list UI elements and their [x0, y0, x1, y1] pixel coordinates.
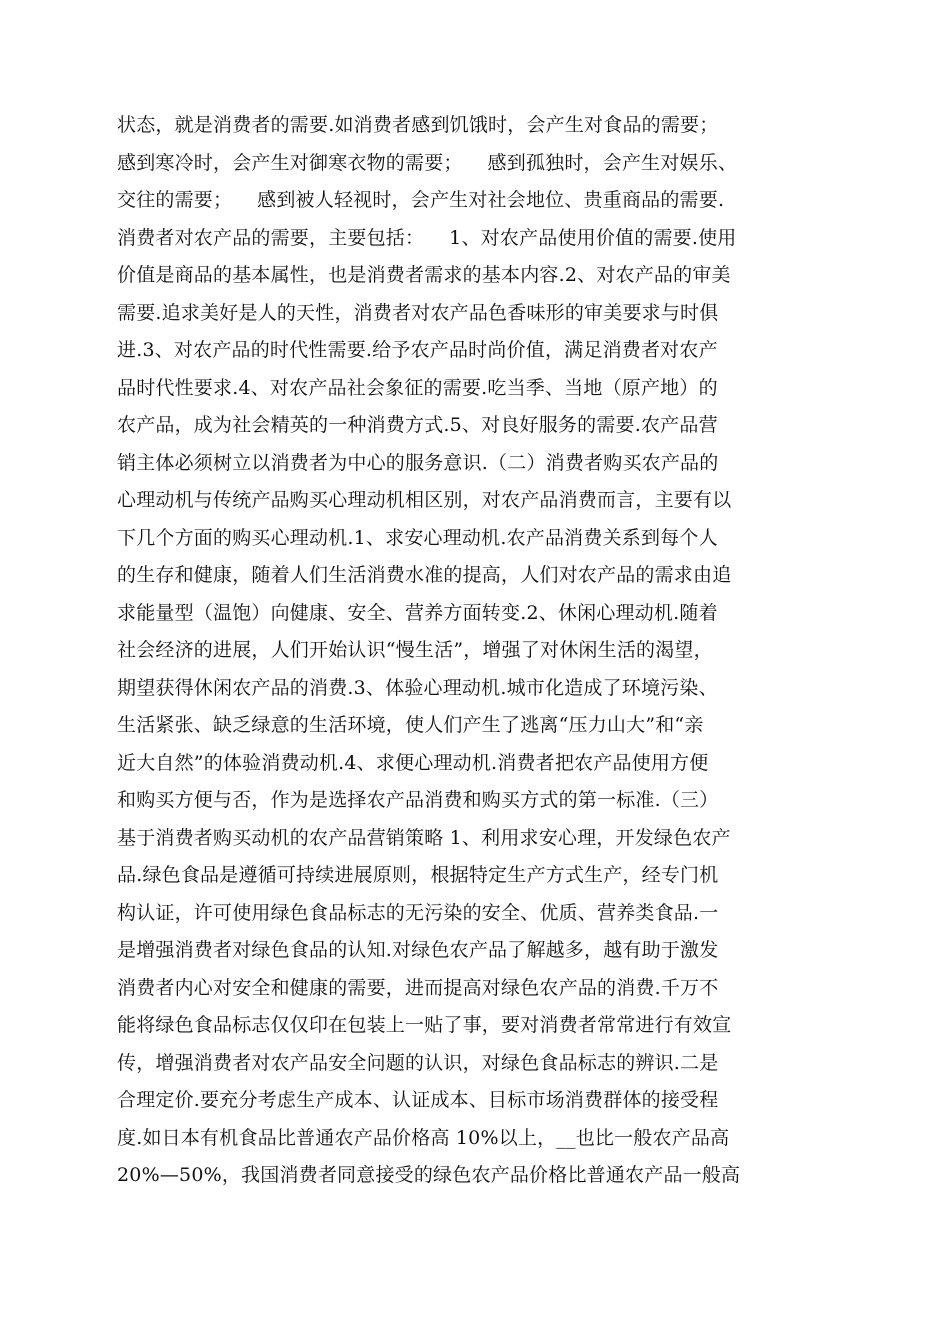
- text-line: 进.3、对农产品的时代性需要.给予农产品时尚价值，满足消费者对农产: [117, 339, 718, 361]
- text-line: 生活紧张、缺乏绿意的生活环境，使人们产生了逃离“压力山大”和“亲: [117, 714, 704, 736]
- text-line: 求能量型（温饱）向健康、安全、营养方面转变.2、休闲心理动机.随着: [117, 601, 718, 624]
- text-line: 感到寒冷时，会产生对御寒衣物的需要； 感到孤独时，会产生对娱乐、: [117, 151, 738, 174]
- text-line: 品.绿色食品是遵循可持续进展原则，根据特定生产方式生产，经专门机: [117, 864, 719, 886]
- text-line: 构认证，许可使用绿色食品标志的无污染的安全、优质、营养类食品.一: [117, 901, 719, 924]
- text-line: 基于消费者购买动机的农产品营销策略 1、利用求安心理，开发绿色农产: [117, 826, 731, 849]
- body-text: [117, 107, 837, 1195]
- text-line: 能将绿色食品标志仅仅印在包装上一贴了事，要对消费者常常进行有效宣: [117, 1014, 732, 1036]
- text-line: 合理定价.要充分考虑生产成本、认证成本、目标市场消费群体的接受程: [117, 1089, 719, 1111]
- text-line: 传，增强消费者对农产品安全问题的认识，对绿色食品标志的辨识.二是: [117, 1051, 719, 1074]
- text-line: 20%—50%，我国消费者同意接受的绿色农产品价格比普通农产品一般高: [117, 1164, 741, 1186]
- text-line: 的生存和健康，随着人们生活消费水准的提高，人们对农产品的需求由追: [117, 564, 732, 586]
- text-line: 状态，就是消费者的需要.如消费者感到饥饿时，会产生对食品的需要；: [117, 114, 719, 136]
- text-line: 需要.追求美好是人的天性，消费者对农产品色香味形的审美要求与时俱: [117, 301, 719, 324]
- text-line: 农产品，成为社会精英的一种消费方式.5、对良好服务的需要.农产品营: [117, 414, 718, 436]
- text-line: 品时代性要求.4、对农产品社会象征的需要.吃当季、当地（原产地）的: [117, 376, 718, 399]
- text-line: 下几个方面的购买心理动机.1、求安心理动机.农产品消费关系到每个人: [117, 526, 718, 549]
- text-line: 是增强消费者对绿色食品的认知.对绿色农产品了解越多，越有助于激发: [117, 939, 719, 961]
- text-line: 交往的需要； 感到被人轻视时，会产生对社会地位、贵重商品的需要.: [117, 189, 725, 211]
- text-line: 和购买方便与否，作为是选择农产品消费和购买方式的第一标准.（三）: [117, 789, 719, 811]
- text-line: 消费者内心对安全和健康的需要，进而提高对绿色农产品的消费.千万不: [117, 976, 719, 999]
- text-line: 价值是商品的基本属性，也是消费者需求的基本内容.2、对农产品的审美: [117, 264, 731, 286]
- text-line: 度.如日本有机食品比普通农产品价格高 10%以上，__也比一般农产品高: [117, 1126, 730, 1149]
- text-line: 心理动机与传统产品购买心理动机相区别，对农产品消费而言，主要有以: [117, 489, 732, 511]
- text-line: 社会经济的进展，人们开始认识“慢生活”，增强了对休闲生活的渴望，: [117, 639, 713, 661]
- text-line: 消费者对农产品的需要，主要包括： 1、对农产品使用价值的需要.使用: [117, 226, 737, 249]
- text-line: 期望获得休闲农产品的消费.3、体验心理动机.城市化造成了环境污染、: [117, 676, 718, 699]
- text-line: 销主体必须树立以消费者为中心的服务意识.（二）消费者购买农产品的: [117, 451, 719, 474]
- text-line: 近大自然”的体验消费动机.4、求便心理动机.消费者把农产品使用方便: [117, 751, 709, 774]
